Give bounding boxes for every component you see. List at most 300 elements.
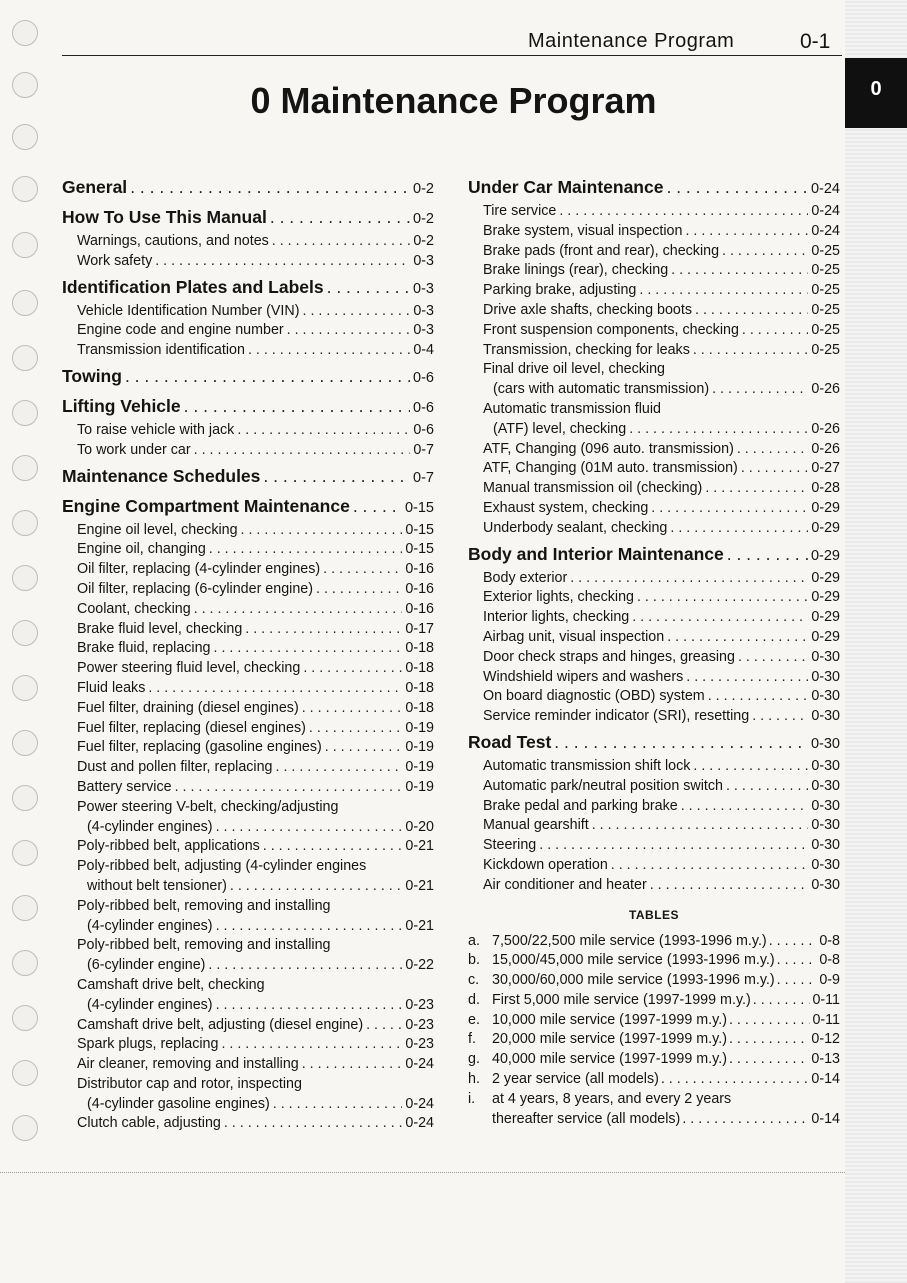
toc-entry — [62, 580, 434, 600]
toc-entry — [468, 459, 840, 479]
toc-entry-page: 0-30 — [811, 856, 840, 873]
toc-section-entry — [62, 361, 434, 391]
leader-dots — [230, 877, 403, 897]
leader-dots — [695, 301, 808, 321]
toc-entry-page: 0-6 — [413, 421, 434, 438]
toc-entry-page: 0-24 — [405, 1056, 434, 1073]
toc-entry-label: Transmission identification — [77, 342, 245, 359]
toc-entry — [62, 818, 434, 838]
toc-entry-page: 0-30 — [811, 817, 840, 834]
running-header: Maintenance Program — [528, 30, 735, 52]
toc-section-entry — [62, 202, 434, 232]
table-page: 0-9 — [819, 972, 840, 989]
table-key: d. — [468, 991, 480, 1008]
leader-dots — [753, 991, 811, 1011]
leader-dots — [224, 1114, 403, 1134]
toc-entry-page: 0-30 — [811, 648, 840, 665]
leader-dots — [208, 956, 402, 976]
toc-entry — [62, 758, 434, 778]
toc-entry-page: 0-18 — [405, 660, 434, 677]
toc-entry — [468, 707, 840, 727]
table-page: 0-8 — [819, 952, 840, 969]
toc-entry-label: (4-cylinder engines) — [87, 818, 213, 835]
toc-entry-label: Work safety — [77, 252, 153, 269]
leader-dots — [539, 836, 808, 856]
leader-dots — [194, 441, 411, 461]
toc-entry — [468, 202, 840, 222]
toc-entry-label: Manual gearshift — [483, 817, 589, 834]
toc-entry-label: Battery service — [77, 778, 172, 795]
toc-entry-page: 0-19 — [405, 719, 434, 736]
leader-dots — [184, 391, 410, 421]
table-label: 7,500/22,500 mile service (1993-1996 m.y.) — [492, 932, 767, 949]
toc-entry-label: Windshield wipers and washers — [483, 668, 684, 685]
leader-dots — [303, 659, 402, 679]
toc-entry-label: Lifting Vehicle — [62, 395, 181, 416]
toc-entry-page: 0-22 — [405, 957, 434, 974]
toc-entry — [62, 321, 434, 341]
leader-dots — [148, 679, 402, 699]
toc-entry-label: Fluid leaks — [77, 679, 146, 696]
toc-entry-label: Interior lights, checking — [483, 609, 630, 626]
leader-dots — [270, 202, 410, 232]
leader-dots — [237, 421, 410, 441]
leader-dots — [221, 1035, 402, 1055]
toc-entry-page: 0-25 — [811, 282, 840, 299]
punch-hole — [12, 730, 38, 756]
toc-entry — [468, 836, 840, 856]
table-key: g. — [468, 1051, 480, 1068]
punch-hole — [12, 785, 38, 811]
toc-entry-label: (cars with automatic transmission) — [493, 381, 710, 398]
toc-entry-page: 0-2 — [413, 211, 434, 227]
toc-entry-page: 0-6 — [413, 399, 434, 416]
toc-entry-label: Fuel filter, draining (diesel engines) — [77, 699, 299, 716]
leader-dots — [722, 242, 808, 262]
leader-dots — [708, 687, 809, 707]
toc-entry-label: Coolant, checking — [77, 600, 191, 617]
toc-entry — [468, 380, 840, 400]
toc-entry — [62, 719, 434, 739]
leader-dots — [666, 172, 808, 202]
toc-entry — [468, 797, 840, 817]
toc-entry-page: 0-30 — [811, 777, 840, 794]
toc-entry-label: Body exterior — [483, 569, 568, 586]
toc-entry-page: 0-16 — [405, 600, 434, 617]
toc-section-entry — [468, 172, 840, 202]
toc-entry-page: 0-29 — [811, 609, 840, 626]
table-page: 0-14 — [811, 1071, 840, 1088]
toc-entry — [468, 420, 840, 440]
toc-entry-label: Vehicle Identification Number (VIN) — [77, 302, 300, 319]
toc-entry-page: 0-29 — [811, 589, 840, 606]
toc-entry-page: 0-4 — [413, 342, 434, 359]
table-label: First 5,000 mile service (1997-1999 m.y.) — [492, 991, 751, 1008]
toc-entry-page: 0-18 — [405, 640, 434, 657]
toc-entry-label: General — [62, 177, 128, 197]
toc-entry-page: 0-2 — [413, 233, 434, 249]
toc-section-entry — [62, 461, 434, 491]
toc-entry-page: 0-26 — [811, 381, 840, 398]
table-list-item — [468, 1110, 840, 1130]
toc-entry — [468, 242, 840, 262]
toc-entry-label: Exhaust system, checking — [483, 499, 649, 516]
toc-entry-page: 0-19 — [405, 739, 434, 756]
toc-entry-label: Underbody sealant, checking — [483, 519, 668, 536]
table-page: 0-8 — [819, 932, 840, 949]
leader-dots — [667, 628, 808, 648]
toc-entry-label: Steering — [483, 837, 537, 854]
leader-dots — [629, 420, 808, 440]
toc-entry-page: 0-15 — [405, 521, 434, 538]
toc-entry-page: 0-20 — [405, 818, 434, 835]
leader-dots — [327, 272, 410, 302]
leader-dots — [777, 951, 818, 971]
toc-entry-page: 0-19 — [405, 759, 434, 776]
toc-entry-page: 0-24 — [810, 181, 840, 197]
toc-entry-label: On board diagnostic (OBD) system — [483, 688, 705, 705]
toc-entry-page: 0-21 — [405, 838, 434, 855]
toc-entry-label: Body and Interior Maintenance — [468, 543, 724, 564]
toc-entry-page: 0-2 — [413, 181, 434, 197]
punch-hole — [12, 675, 38, 701]
toc-entry-page: 0-30 — [811, 757, 840, 774]
toc-entry-label: Automatic park/neutral position switch — [483, 777, 723, 794]
toc-entry-page: 0-18 — [405, 699, 434, 716]
toc-entry-page: 0-28 — [811, 480, 840, 497]
toc-section-entry — [468, 539, 840, 569]
table-label: 2 year service (all models) — [492, 1071, 659, 1088]
toc-entry-label: (6-cylinder engine) — [87, 957, 206, 974]
toc-entry-page: 0-6 — [413, 369, 434, 386]
table-key: h. — [468, 1071, 480, 1088]
toc-entry-page: 0-16 — [405, 580, 434, 597]
toc-entry — [62, 679, 434, 699]
toc-entry — [62, 421, 434, 441]
leader-dots — [681, 797, 809, 817]
toc-entry — [62, 738, 434, 758]
table-list-item — [468, 1050, 840, 1070]
toc-entry-label: Spark plugs, replacing — [77, 1036, 219, 1053]
table-list-item — [468, 971, 840, 991]
toc-entry-label: (4-cylinder engines) — [87, 917, 213, 934]
leader-dots — [685, 222, 808, 242]
table-key: a. — [468, 932, 480, 949]
toc-entry — [62, 560, 434, 580]
leader-dots — [686, 668, 808, 688]
toc-entry — [62, 1075, 434, 1095]
toc-section-entry — [468, 727, 840, 757]
punch-hole — [12, 20, 38, 46]
leader-dots — [125, 361, 410, 391]
toc-entry — [468, 687, 840, 707]
toc-entry-label: Poly-ribbed belt, removing and installing — [77, 897, 331, 914]
toc-entry-page: 0-19 — [405, 778, 434, 795]
toc-entry — [62, 857, 434, 877]
toc-entry-label: Poly-ribbed belt, adjusting (4-cylinder engines — [77, 858, 367, 875]
table-list-item — [468, 1030, 840, 1050]
table-list-item — [468, 991, 840, 1011]
toc-entry — [468, 360, 840, 380]
leader-dots — [245, 620, 402, 640]
punch-hole — [12, 400, 38, 426]
leader-dots — [777, 971, 818, 991]
leader-dots — [303, 302, 411, 322]
toc-entry-page: 0-25 — [811, 341, 840, 358]
toc-entry — [468, 400, 840, 420]
toc-entry-label: Camshaft drive belt, checking — [77, 976, 265, 993]
toc-entry-label: Oil filter, replacing (4-cylinder engines) — [77, 561, 321, 578]
toc-entry-label: Final drive oil level, checking — [483, 361, 665, 378]
punch-hole — [12, 620, 38, 646]
toc-entry — [468, 341, 840, 361]
toc-entry-page: 0-26 — [811, 440, 840, 457]
toc-entry — [62, 341, 434, 361]
punch-hole — [12, 455, 38, 481]
toc-entry-page: 0-30 — [811, 668, 840, 685]
toc-entry — [62, 699, 434, 719]
toc-entry-page: 0-30 — [811, 688, 840, 705]
toc-entry-label: Oil filter, replacing (6-cylinder engine) — [77, 580, 314, 597]
punch-hole — [12, 290, 38, 316]
toc-entry — [62, 917, 434, 937]
toc-entry-page: 0-3 — [413, 302, 434, 319]
toc-entry-page: 0-29 — [810, 547, 840, 564]
leader-dots — [693, 341, 809, 361]
toc-entry — [468, 321, 840, 341]
leader-dots — [726, 777, 808, 797]
leader-dots — [366, 1016, 402, 1036]
leader-dots — [214, 639, 403, 659]
toc-entry — [62, 639, 434, 659]
toc-entry-page: 0-23 — [405, 996, 434, 1013]
toc-entry-page: 0-29 — [811, 499, 840, 516]
toc-entry-label: Fuel filter, replacing (gasoline engines) — [77, 739, 322, 756]
toc-entry-page: 0-29 — [811, 628, 840, 645]
leader-dots — [742, 321, 808, 341]
chapter-tab: 0 — [845, 58, 907, 128]
toc-entry-label: Transmission, checking for leaks — [483, 341, 690, 358]
toc-entry — [62, 521, 434, 541]
table-key: i. — [468, 1090, 476, 1107]
toc-entry-label: Power steering fluid level, checking — [77, 660, 301, 677]
toc-entry — [468, 440, 840, 460]
toc-entry — [468, 261, 840, 281]
punch-hole — [12, 510, 38, 536]
toc-entry — [468, 479, 840, 499]
toc-entry — [62, 956, 434, 976]
leader-dots — [650, 876, 809, 896]
toc-entry-page: 0-25 — [811, 321, 840, 338]
page-edge-shading — [845, 0, 907, 1283]
table-label: at 4 years, 8 years, and every 2 years — [492, 1090, 732, 1107]
toc-entry-label: Towing — [62, 365, 122, 386]
table-page: 0-11 — [812, 991, 840, 1008]
leader-dots — [729, 1011, 810, 1031]
toc-entry-label: Power steering V-belt, checking/adjusting — [77, 798, 339, 815]
toc-entry-label: Engine Compartment Maintenance — [62, 495, 350, 516]
toc-entry-label: Clutch cable, adjusting — [77, 1115, 221, 1132]
toc-entry-page: 0-15 — [405, 541, 434, 558]
leader-dots — [323, 560, 402, 580]
toc-entry-page: 0-26 — [811, 420, 840, 437]
table-label: 10,000 mile service (1997-1999 m.y.) — [492, 1011, 727, 1028]
table-page: 0-11 — [812, 1011, 840, 1028]
punch-hole — [12, 176, 38, 202]
table-list-item — [468, 951, 840, 971]
punch-hole — [12, 1115, 38, 1141]
toc-entry-label: (4-cylinder gasoline engines) — [87, 1095, 270, 1112]
toc-entry-label: Air cleaner, removing and installing — [77, 1056, 299, 1073]
leader-dots — [729, 1030, 809, 1050]
leader-dots — [130, 172, 410, 202]
toc-entry — [62, 1114, 434, 1134]
toc-entry-page: 0-21 — [405, 917, 434, 934]
toc-entry-label: Engine oil, changing — [77, 541, 206, 558]
table-page: 0-12 — [811, 1031, 840, 1048]
leader-dots — [592, 816, 809, 836]
toc-entry-page: 0-29 — [811, 519, 840, 536]
toc-entry-page: 0-30 — [811, 708, 840, 725]
punch-hole — [12, 232, 38, 258]
leader-dots — [570, 569, 808, 589]
toc-entry — [62, 1016, 434, 1036]
toc-entry — [62, 659, 434, 679]
toc-entry-page: 0-7 — [413, 469, 434, 486]
toc-entry-page: 0-24 — [811, 222, 840, 239]
leader-dots — [741, 459, 809, 479]
table-label: 30,000/60,000 mile service (1993-1996 m.y.) — [492, 972, 775, 989]
toc-entry — [62, 1055, 434, 1075]
toc-entry-label: Automatic transmission fluid — [483, 400, 661, 417]
toc-section-entry — [62, 172, 434, 202]
punch-hole — [12, 1005, 38, 1031]
toc-entry-page: 0-3 — [413, 252, 434, 269]
page-title: 0 Maintenance Program — [250, 80, 657, 121]
leader-dots — [155, 252, 410, 272]
punch-hole — [12, 950, 38, 976]
toc-entry-label: Air conditioner and heater — [483, 876, 647, 893]
leader-dots — [727, 539, 808, 569]
toc-entry — [62, 976, 434, 996]
toc-entry — [468, 668, 840, 688]
toc-entry-label: Front suspension components, checking — [483, 321, 739, 338]
leader-dots — [639, 281, 808, 301]
toc-entry — [62, 798, 434, 818]
toc-entry-page: 0-25 — [811, 262, 840, 279]
header-rule — [62, 55, 842, 56]
leader-dots — [611, 856, 809, 876]
toc-right-column — [468, 172, 840, 1129]
toc-entry-page: 0-18 — [405, 679, 434, 696]
punch-hole — [12, 565, 38, 591]
toc-entry-label: Drive axle shafts, checking boots — [483, 301, 692, 318]
toc-entry — [62, 936, 434, 956]
leader-dots — [302, 1055, 403, 1075]
toc-entry-label: Airbag unit, visual inspection — [483, 628, 665, 645]
toc-entry — [62, 620, 434, 640]
leader-dots — [670, 519, 808, 539]
leader-dots — [263, 461, 410, 491]
leader-dots — [287, 321, 411, 341]
toc-entry — [62, 540, 434, 560]
leader-dots — [276, 758, 403, 778]
toc-entry-label: Brake system, visual inspection — [483, 222, 683, 239]
table-list-item — [468, 1011, 840, 1031]
table-page: 0-14 — [811, 1110, 840, 1127]
toc-entry — [468, 222, 840, 242]
toc-entry — [62, 778, 434, 798]
toc-entry-page: 0-15 — [404, 499, 434, 516]
toc-entry-label: Under Car Maintenance — [468, 177, 664, 197]
tables-heading: TABLES — [628, 907, 680, 922]
table-key: c. — [468, 972, 480, 989]
leader-dots — [175, 778, 403, 798]
toc-entry-label: How To Use This Manual — [62, 207, 267, 227]
toc-entry-label: Distributor cap and rotor, inspecting — [77, 1075, 302, 1092]
toc-section-entry — [62, 391, 434, 421]
toc-entry-label: Poly-ribbed belt, applications — [77, 838, 260, 855]
table-key: b. — [468, 952, 480, 969]
toc-entry — [468, 519, 840, 539]
toc-entry-page: 0-17 — [405, 620, 434, 637]
table-list-item — [468, 1090, 840, 1110]
toc-entry-page: 0-25 — [811, 301, 840, 318]
table-list-item — [468, 932, 840, 952]
leader-dots — [273, 1095, 403, 1115]
toc-entry-page: 0-30 — [811, 837, 840, 854]
toc-entry — [468, 569, 840, 589]
toc-entry-page: 0-24 — [811, 203, 840, 219]
punch-hole — [12, 124, 38, 150]
leader-dots — [216, 818, 403, 838]
toc-entry-label: Exterior lights, checking — [483, 589, 634, 606]
toc-entry — [468, 777, 840, 797]
leader-dots — [737, 440, 809, 460]
leader-dots — [752, 707, 808, 727]
table-label: 40,000 mile service (1997-1999 m.y.) — [492, 1051, 727, 1068]
leader-dots — [712, 380, 808, 400]
toc-entry — [468, 608, 840, 628]
leader-dots — [554, 727, 808, 757]
toc-entry-page: 0-3 — [413, 280, 434, 297]
toc-entry — [62, 877, 434, 897]
toc-entry-label: without belt tensioner) — [87, 877, 227, 894]
toc-entry-label: Door check straps and hinges, greasing — [483, 648, 735, 665]
toc-entry-label: Service reminder indicator (SRI), resetting — [483, 708, 750, 725]
toc-entry-label: Road Test — [468, 731, 552, 752]
leader-dots — [682, 1110, 809, 1130]
toc-entry — [468, 499, 840, 519]
toc-entry — [468, 628, 840, 648]
toc-entry-page: 0-24 — [405, 1095, 434, 1112]
leader-dots — [316, 580, 402, 600]
page-number: 0-1 — [800, 30, 831, 53]
toc-entry-label: Brake fluid level, checking — [77, 620, 243, 637]
table-label: 15,000/45,000 mile service (1993-1996 m.y.) — [492, 952, 775, 969]
toc-entry-label: (ATF) level, checking — [493, 420, 627, 437]
toc-entry-label: Camshaft drive belt, adjusting (diesel engine) — [77, 1016, 364, 1033]
page-bottom-edge — [0, 1172, 845, 1173]
toc-entry-label: Brake fluid, replacing — [77, 640, 211, 657]
leader-dots — [705, 479, 808, 499]
leader-dots — [637, 588, 808, 608]
toc-entry-label: Poly-ribbed belt, removing and installing — [77, 937, 331, 954]
table-label: thereafter service (all models) — [492, 1110, 681, 1127]
toc-entry-label: Fuel filter, replacing (diesel engines) — [77, 719, 306, 736]
punch-hole — [12, 1060, 38, 1086]
toc-section-entry — [62, 272, 434, 302]
